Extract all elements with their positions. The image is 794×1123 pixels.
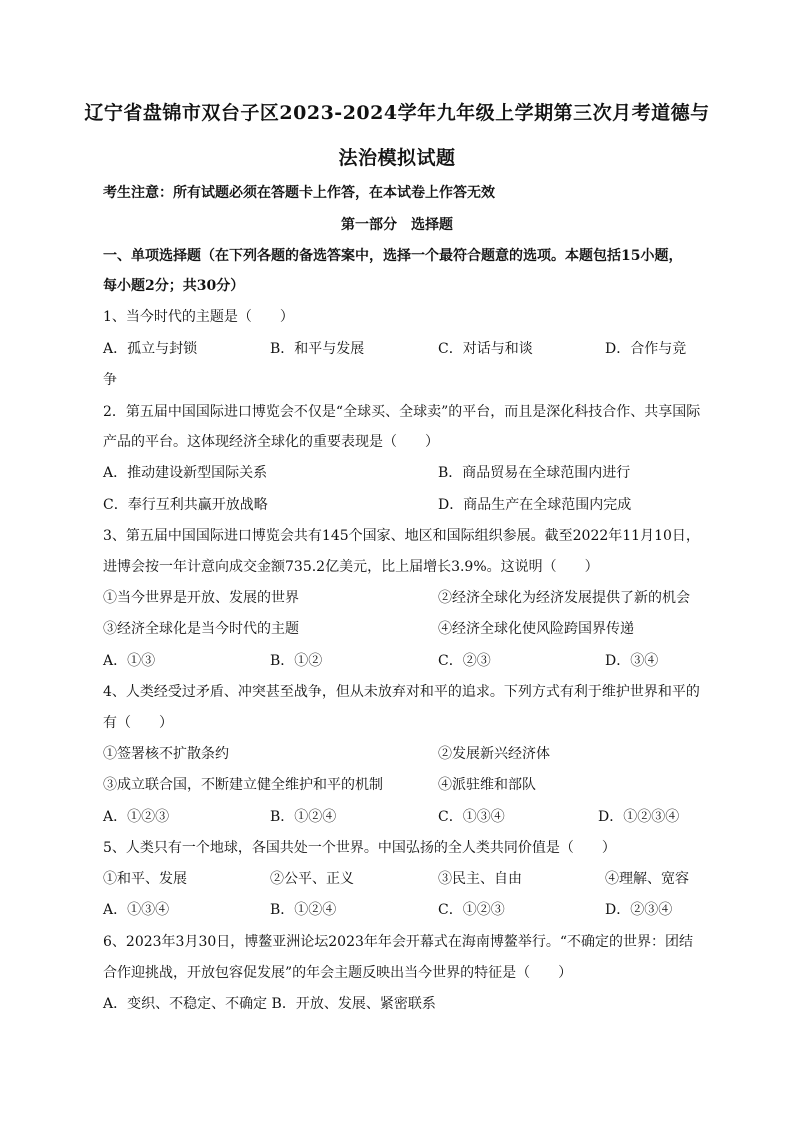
question-2-stem-line-1: 2．第五届中国国际进口博览会不仅是“全球买、全球卖”的平台，而且是深化科技合作、共享国际 xyxy=(103,404,701,420)
question-4-item-4: ④派驻维和部队 xyxy=(438,777,536,793)
question-6-options-line: A．变织、不稳定、不确定 B．开放、发展、紧密联系 xyxy=(103,996,436,1012)
question-4-option-a: A．①②③ xyxy=(103,809,170,825)
section-intro-line-2: 每小题2分；共30分） xyxy=(103,278,245,294)
question-6-stem-line-1: 6、2023年3月30日，博鳌亚洲论坛2023年年会开幕式在海南博鳌举行。“不确定的世界：团结 xyxy=(103,934,694,950)
question-5-option-a: A．①③④ xyxy=(103,902,170,918)
question-5-stem: 5、人类只有一个地球，各国共处一个世界。中国弘扬的全人类共同价值是（ ） xyxy=(103,840,616,856)
question-1-option-a: A．孤立与封锁 xyxy=(103,341,198,357)
question-2-option-c: C．奉行互利共赢开放战略 xyxy=(103,497,268,513)
question-5-item-4: ④理解、宽容 xyxy=(605,871,689,887)
question-3-item-3: ③经济全球化是当今时代的主题 xyxy=(103,621,299,637)
part-title: 第一部分 选择题 xyxy=(341,217,453,233)
question-5-option-d: D．②③④ xyxy=(605,902,673,918)
question-6-stem-line-2: 合作迎挑战，开放包容促发展”的年会主题反映出当今世界的特征是（ ） xyxy=(103,965,573,981)
question-3-option-b: B．①② xyxy=(270,653,323,669)
question-4-option-d: D．①②③④ xyxy=(598,809,680,825)
question-3-option-d: D．③④ xyxy=(605,653,659,669)
question-5-item-1: ①和平、发展 xyxy=(103,871,187,887)
question-1-option-d: D．合作与竞 xyxy=(605,341,687,357)
question-5-item-2: ②公平、正义 xyxy=(270,871,354,887)
question-5-option-c: C．①②③ xyxy=(438,902,505,918)
section-intro-line-1: 一、单项选择题（在下列各题的备选答案中，选择一个最符合题意的选项。本题包括15小题， xyxy=(103,248,683,264)
question-4-option-b: B．①②④ xyxy=(270,809,337,825)
question-1-stem: 1、当今时代的主题是（ ） xyxy=(103,309,294,325)
question-3-item-1: ①当今世界是开放、发展的世界 xyxy=(103,590,299,606)
question-4-stem-line-2: 有（ ） xyxy=(103,715,173,731)
exam-notice: 考生注意：所有试题必须在答题卡上作答，在本试卷上作答无效 xyxy=(103,185,495,201)
exam-title-line-2: 法治模拟试题 xyxy=(338,147,456,169)
question-3-stem-line-1: 3、第五届中国国际进口博览会共有145个国家、地区和国际组织参展。截至2022年11月10日， xyxy=(103,528,700,544)
exam-title-line-1: 辽宁省盘锦市双台子区2023-2024学年九年级上学期第三次月考道德与 xyxy=(84,102,710,124)
question-2-option-d: D．商品生产在全球范围内完成 xyxy=(438,497,632,513)
question-1-option-c: C．对话与和谈 xyxy=(438,341,533,357)
question-3-item-4: ④经济全球化使风险跨国界传递 xyxy=(438,621,634,637)
question-2-stem-line-2: 产品的平台。这体现经济全球化的重要表现是（ ） xyxy=(103,434,439,450)
question-4-item-3: ③成立联合国，不断建立健全维护和平的机制 xyxy=(103,777,383,793)
question-4-item-2: ②发展新兴经济体 xyxy=(438,746,550,762)
question-1-option-d-wrap: 争 xyxy=(103,372,117,388)
question-3-stem-line-2: 进博会按一年计意向成交金额735.2亿美元，比上届增长3.9%。这说明（ ） xyxy=(103,559,599,575)
question-2-option-a: A．推动建设新型国际关系 xyxy=(103,465,268,481)
question-4-item-1: ①签署核不扩散条约 xyxy=(103,746,229,762)
question-2-option-b: B．商品贸易在全球范围内进行 xyxy=(438,465,631,481)
question-4-option-c: C．①③④ xyxy=(438,809,505,825)
question-3-option-a: A．①③ xyxy=(103,653,156,669)
question-5-option-b: B．①②④ xyxy=(270,902,337,918)
question-1-option-b: B．和平与发展 xyxy=(270,341,365,357)
question-3-option-c: C．②③ xyxy=(438,653,491,669)
question-4-stem-line-1: 4、人类经受过矛盾、冲突甚至战争，但从未放弃对和平的追求。下列方式有利于维护世界和平的 xyxy=(103,684,700,700)
question-3-item-2: ②经济全球化为经济发展提供了新的机会 xyxy=(438,590,690,606)
question-5-item-3: ③民主、自由 xyxy=(438,871,522,887)
